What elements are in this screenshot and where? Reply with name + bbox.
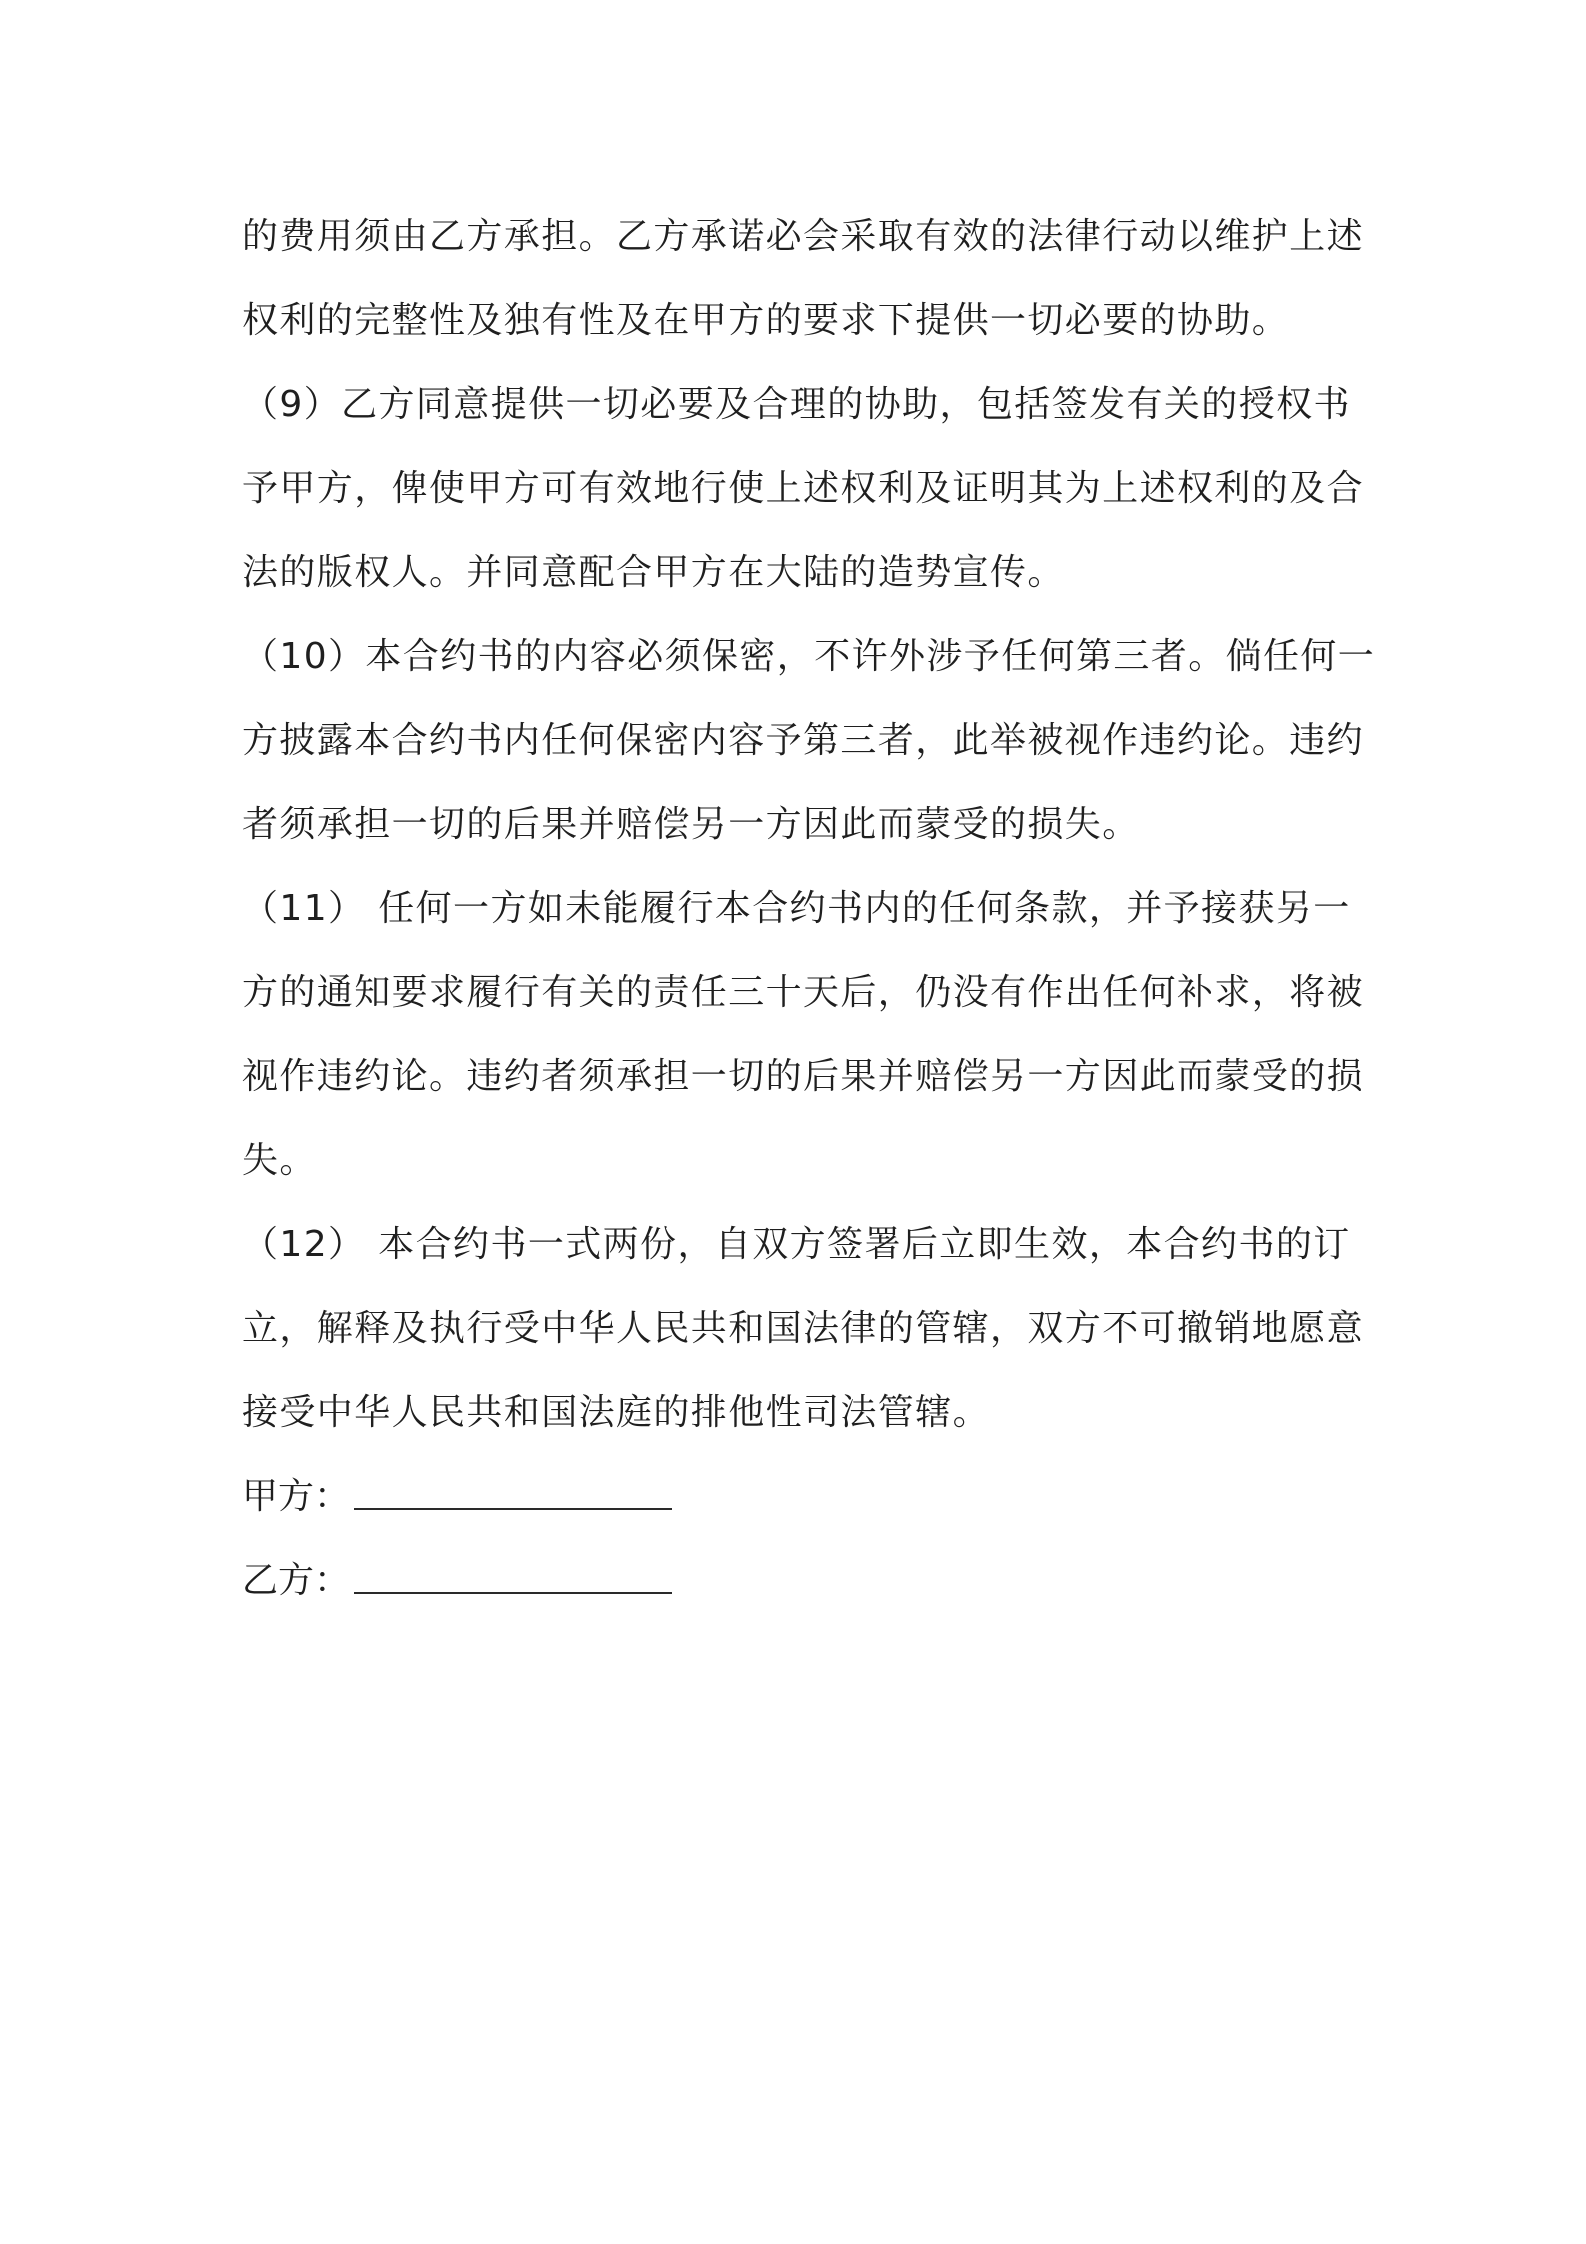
party-a-signature-line bbox=[242, 1455, 1362, 1539]
paragraph-line: 予甲方，俾使甲方可有效地行使上述权利及证明其为上述权利的及合 bbox=[242, 468, 1365, 509]
party-a-label: 甲方： bbox=[242, 1476, 351, 1517]
paragraph-rights-assistance bbox=[242, 195, 1365, 363]
party-b-label: 乙方： bbox=[242, 1560, 351, 1601]
clause-9 bbox=[242, 363, 1365, 615]
party-b-signature-line bbox=[242, 1539, 1362, 1623]
contract-body bbox=[242, 195, 1376, 1623]
party-b-signature-blank[interactable] bbox=[354, 1562, 672, 1594]
paragraph-line: 方披露本合约书内任何保密内容予第三者，此举被视作违约论。违约 bbox=[242, 720, 1365, 761]
paragraph-line: 立，解释及执行受中华人民共和国法律的管辖，双方不可撤销地愿意 bbox=[242, 1308, 1365, 1349]
paragraph-line: 接受中华人民共和国法庭的排他性司法管辖。 bbox=[242, 1392, 991, 1433]
paragraph-line: （9）乙方同意提供一切必要及合理的协助，包括签发有关的授权书 bbox=[242, 384, 1351, 425]
paragraph-line: 视作违约论。违约者须承担一切的后果并赔偿另一方因此而蒙受的损 bbox=[242, 1056, 1365, 1097]
paragraph-line: 法的版权人。并同意配合甲方在大陆的造势宣传。 bbox=[242, 552, 1065, 593]
clause-12 bbox=[242, 1203, 1365, 1455]
clause-11 bbox=[242, 867, 1365, 1203]
clause-10 bbox=[242, 615, 1376, 867]
paragraph-line: 权利的完整性及独有性及在甲方的要求下提供一切必要的协助。 bbox=[242, 300, 1290, 341]
paragraph-line: 的费用须由乙方承担。乙方承诺必会采取有效的法律行动以维护上述 bbox=[242, 216, 1365, 257]
paragraph-line: 失。 bbox=[242, 1140, 317, 1181]
party-a-signature-blank[interactable] bbox=[354, 1478, 672, 1510]
paragraph-line: （11） 任何一方如未能履行本合约书内的任何条款，并予接获另一 bbox=[242, 888, 1351, 929]
paragraph-line: （10）本合约书的内容必须保密，不许外涉予任何第三者。倘任何一 bbox=[242, 636, 1376, 677]
paragraph-line: 方的通知要求履行有关的责任三十天后，仍没有作出任何补求，将被 bbox=[242, 972, 1365, 1013]
paragraph-line: （12） 本合约书一式两份，自双方签署后立即生效，本合约书的订 bbox=[242, 1224, 1351, 1265]
paragraph-line: 者须承担一切的后果并赔偿另一方因此而蒙受的损失。 bbox=[242, 804, 1140, 845]
